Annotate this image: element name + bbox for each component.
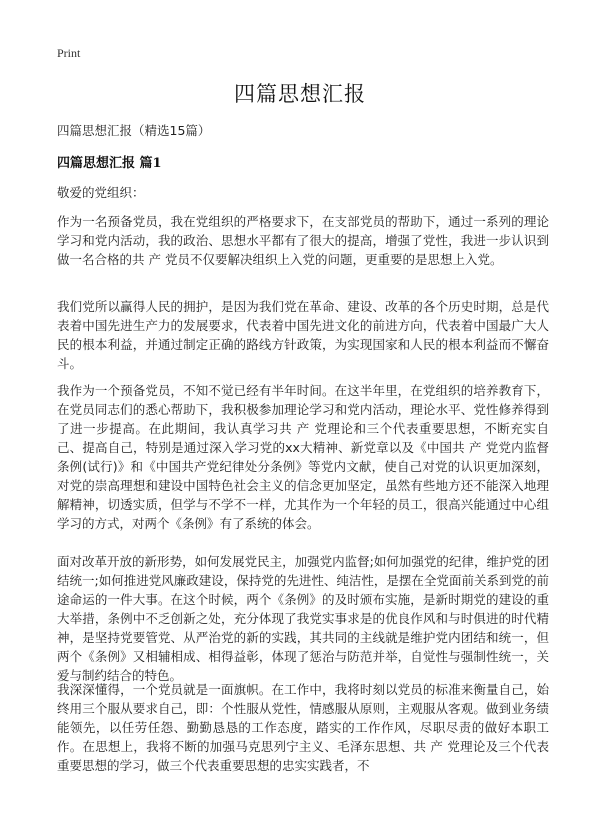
document-subtitle: 四篇思想汇报（精选15篇） — [57, 123, 211, 138]
print-link[interactable]: Print — [57, 46, 81, 60]
paragraph-1: 作为一名预备党员，我在党组织的严格要求下，在支部党员的帮助下，通过一系列的理论学习和党内活动，我的政治、思想水平都有了很大的提高，增强了党性，我进一步认识到做一名合格的共 产 党员不仅要解决组织上入党的问题，更重要的是思想上入党。 — [57, 214, 549, 267]
page-title: 四篇思想汇报 — [234, 82, 366, 106]
paragraph-4: 面对改革开放的新形势，如何发展党民主，加强党内监督;如何加强党的纪律，维护党的团结统一;如何推进党风廉政建设，保持党的先进性、纯洁性，是摆在全党面前关系到党的前途命运的一件大事。在这个时候，两个《条例》的及时颁布实施，是新时期党的建设的重大举措，条例中不乏创新之处，充分体现了我党实事求是的优良作风和与时俱进的时代精神，是坚持党要管党、从严治党的新的实践，其共同的主线就是维护党内团结和统一，但两个《条例》又相辅相成、相得益彰，体现了惩治与防范并举，自觉性与强制性统一，关爱与制约结合的特色。 — [57, 554, 549, 683]
paragraph-2: 我们党所以赢得人民的拥护，是因为我们党在革命、建设、改革的各个历史时期，总是代表着中国先进生产力的发展要求，代表着中国先进文化的前进方向，代表着中国最广大人民的根本利益，并通过制定正确的路线方针政策，为实现国家和人民的根本利益而不懈奋斗。 — [57, 299, 549, 371]
salutation: 敬爱的党组织： — [57, 185, 145, 200]
paragraph-5: 我深深懂得，一个党员就是一面旗帜。在工作中，我将时刻以党员的标准来衡量自己，始终用三个服从要求自己，即：个性服从党性，情感服从原则，主观服从客观。做到业务绩能领先，以任劳任怨、勤勤恳恳的工作态度，踏实的工作作风，尽职尽责的做好本职工作。在思想上，我将不断的加强马克思列宁主义、毛泽东思想、共 产 党理论及三个代表重要思想的学习，做三个代表重要思想的忠实实践者，不 — [57, 682, 549, 773]
paragraph-3: 我作为一个预备党员，不知不觉已经有半年时间。在这半年里，在党组织的培养教育下，在党员同志们的悉心帮助下，我积极参加理论学习和党内活动，理论水平、党性修养得到了进一步提高。在此期间，我认真学习共 产 党理论和三个代表重要思想，不断充实自己、提高自己，特别是通过深入学习党的xx大精神、新党章以及《中国共 产 党党内监督条例(试行)》和《中国共产党纪律处分条例》等党内文献，使自己对党的认识更加深刻，对党的崇高理想和建设中国特色社会主义的信念更加坚定，虽然有些地方还不能深入地理解精神，切透实质，但学与不学不一样，尤其作为一个年轻的员工，很高兴能通过中心组学习的方式，对两个《条例》有了系统的体会。 — [57, 383, 549, 531]
section-heading: 四篇思想汇报 篇1 — [57, 156, 162, 171]
